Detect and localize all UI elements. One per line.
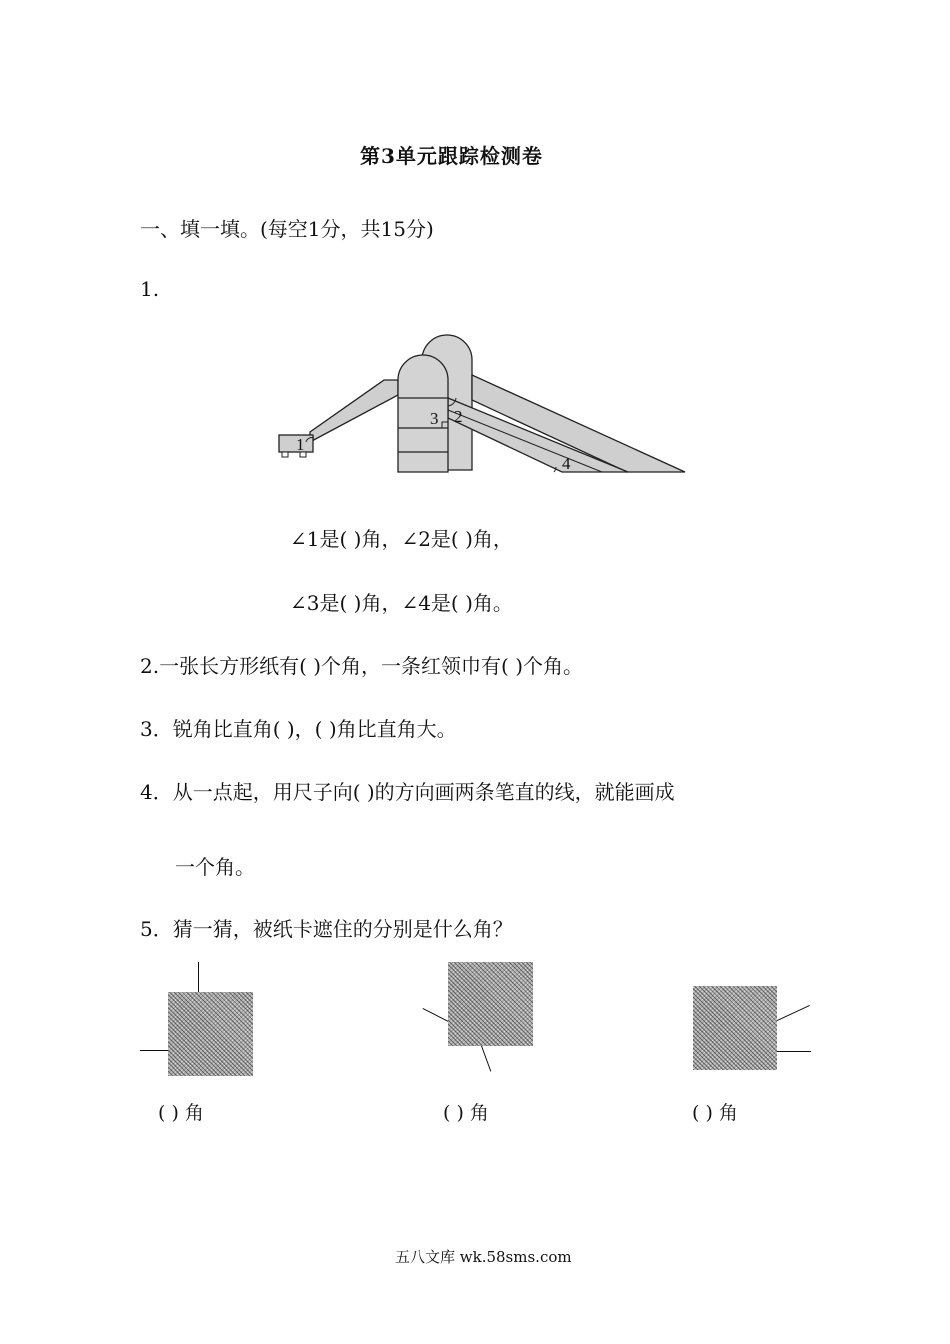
paper-card: [168, 992, 253, 1076]
paper-card: [448, 962, 533, 1046]
answer-3: ( ) 角: [692, 1102, 738, 1124]
angle-label-3: 3: [430, 409, 439, 428]
question-4-line-2: 一个角。: [175, 855, 255, 879]
ray: [422, 1008, 449, 1023]
question-2: 2.一张长方形纸有( )个角，一条红领巾有( )个角。: [140, 654, 584, 678]
question-1-line-2: ∠3是( )角，∠4是( )角。: [290, 591, 513, 615]
question-4-line-1: 4．从一点起，用尺子向( )的方向画两条笔直的线，就能画成: [140, 780, 675, 804]
section-heading: 一、填一填。(每空1分，共15分): [140, 217, 434, 241]
slide-illustration: [272, 330, 692, 480]
question-3: 3．锐角比直角( )，( )角比直角大。: [140, 717, 457, 741]
question-1-number: 1.: [140, 277, 160, 301]
ray: [480, 1043, 492, 1072]
paper-card: [693, 986, 777, 1070]
ray: [775, 1051, 811, 1052]
angle-label-2: 2: [454, 407, 463, 426]
answer-1: ( ) 角: [158, 1102, 204, 1124]
page-title: 第3单元跟踪检测卷: [360, 144, 543, 168]
angle-label-1: 1: [296, 435, 305, 454]
question-1-line-1: ∠1是( )角，∠2是( )角，: [290, 527, 513, 551]
ray: [775, 1005, 810, 1022]
answer-2: ( ) 角: [443, 1102, 489, 1124]
angle-label-4: 4: [562, 454, 571, 473]
footer-watermark: 五八文库 wk.58sms.com: [395, 1248, 572, 1266]
ray: [198, 962, 199, 994]
question-5: 5．猜一猜，被纸卡遮住的分别是什么角？: [140, 917, 513, 941]
